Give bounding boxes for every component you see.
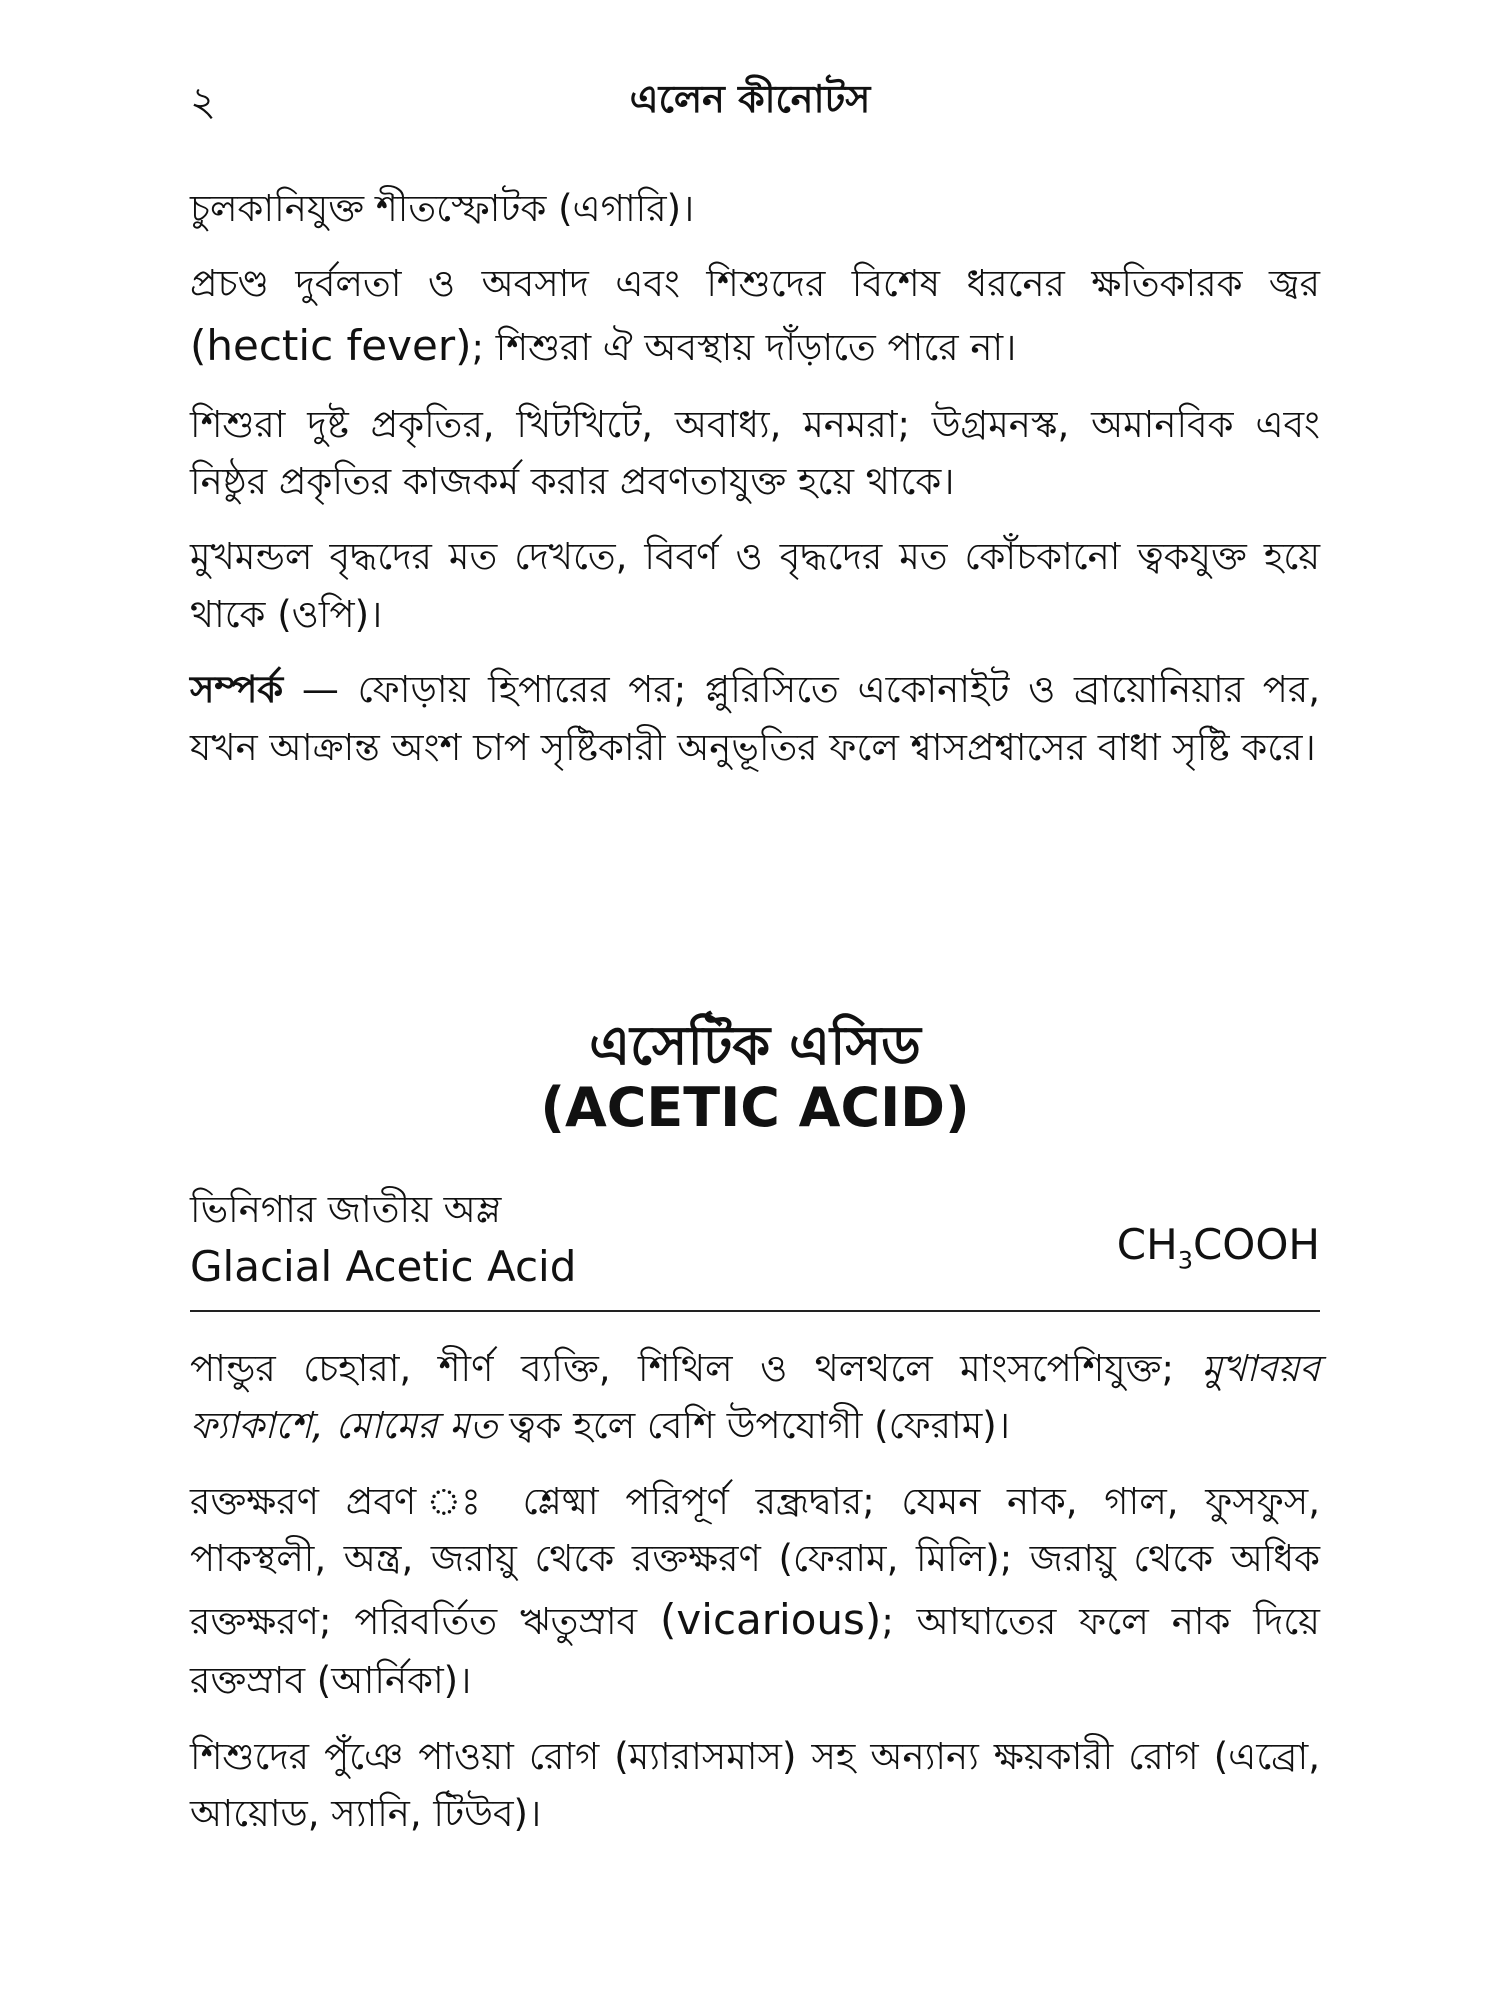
- subtitle-bengali: ভিনিগার জাতীয় অম্ল: [190, 1188, 502, 1231]
- latin-term: (hectic fever): [190, 320, 472, 370]
- paragraph: [190, 661, 1320, 776]
- remedy-subheading: [190, 1180, 1320, 1312]
- title-bengali: এসেটিক এসিড: [589, 1014, 921, 1077]
- paragraph: [190, 1340, 1320, 1455]
- paragraph-text: ত্বক হলে বেশি উপযোগী (ফেরাম)।: [497, 1404, 1010, 1448]
- paragraph: চুলকানিযুক্ত শীতস্ফোটক (এগারি)।: [190, 187, 695, 230]
- subtitle-english: Glacial Acetic Acid: [190, 1242, 577, 1291]
- paragraph-text: — ফোড়ায় হিপারের পর; প্লুরিসিতে একোনাইট ও ব্রায়োনিয়ার পর, যখন আক্রান্ত অংশ চাপ সৃষ্টিকারী অনুভূতির ফলে শ্বাসপ্রশ্বাসের বাধা সৃষ্টি করে।: [190, 668, 1320, 769]
- paragraph: মুখমন্ডল বৃদ্ধদের মত দেখতে, বিবর্ণ ও বৃদ্ধদের মত কোঁচকানো ত্বকযুক্ত হয়ে থাকে (ওপি)।: [190, 535, 1320, 636]
- paragraph: শিশুদের পুঁঞে পাওয়া রোগ (ম্যারাসমাস) সহ অন্যান্য ক্ষয়কারী রোগ (এব্রো, আয়োড, স্যানি, টিউব)।: [190, 1734, 1320, 1836]
- paragraph: [190, 1473, 1320, 1710]
- relationship-label: সম্পর্ক: [190, 668, 284, 712]
- paragraph-text: ; শিশুরা ঐ অবস্থায় দাঁড়াতে পারে না।: [471, 325, 1017, 369]
- italic-text: মুখাবয়ব ফ্যাকাশে, মোমের মত: [190, 1347, 1320, 1448]
- paragraph: শিশুরা দুষ্ট প্রকৃতির, খিটখিটে, অবাধ্য, মনমরা; উগ্রমনস্ক, অমানবিক এবং নিষ্ঠুর প্রকৃতির কাজকর্ম করার প্রবণতাযুক্ত হয়ে থাকে।: [190, 402, 1320, 504]
- paragraph: [190, 255, 1320, 377]
- page-header: [190, 70, 1310, 130]
- running-head: এলেন কীনোটস: [629, 77, 871, 121]
- paragraph-text: প্রচণ্ড দুর্বলতা ও অবসাদ এবং শিশুদের বিশেষ ধরনের ক্ষতিকারক জ্বর: [190, 262, 1320, 306]
- chemical-formula: $CH_3COOH$: [1116, 1220, 1320, 1275]
- bottom-text-block: [190, 1340, 1320, 1861]
- section-title: [190, 1015, 1320, 1139]
- paragraph-text: ; আঘাতের ফলে নাক দিয়ে রক্তস্রাব (আর্নিকা)।: [190, 1600, 1320, 1703]
- latin-term: (vicarious): [660, 1595, 882, 1645]
- top-text-block: [190, 180, 1320, 794]
- page-number: ২: [190, 79, 217, 125]
- paragraph-text: পান্ডুর চেহারা, শীর্ণ ব্যক্তি, শিথিল ও থলথলে মাংসপেশিযুক্ত;: [190, 1347, 1202, 1390]
- paragraph-text: রক্তক্ষরণ প্রবণ ঃ শ্লেষ্মা পরিপূর্ণ রন্ধ্রদ্বার; যেমন নাক, গাল, ফুসফুস, পাকস্থলী, অন্ত্র, জরায়ু থেকে রক্তক্ষরণ (ফেরাম, মিলি); জরায়ু থেকে অধিক রক্তক্ষরণ; পরিবর্তিত ঋতুস্রাব: [190, 1479, 1320, 1644]
- title-english: (ACETIC ACID): [540, 1076, 970, 1140]
